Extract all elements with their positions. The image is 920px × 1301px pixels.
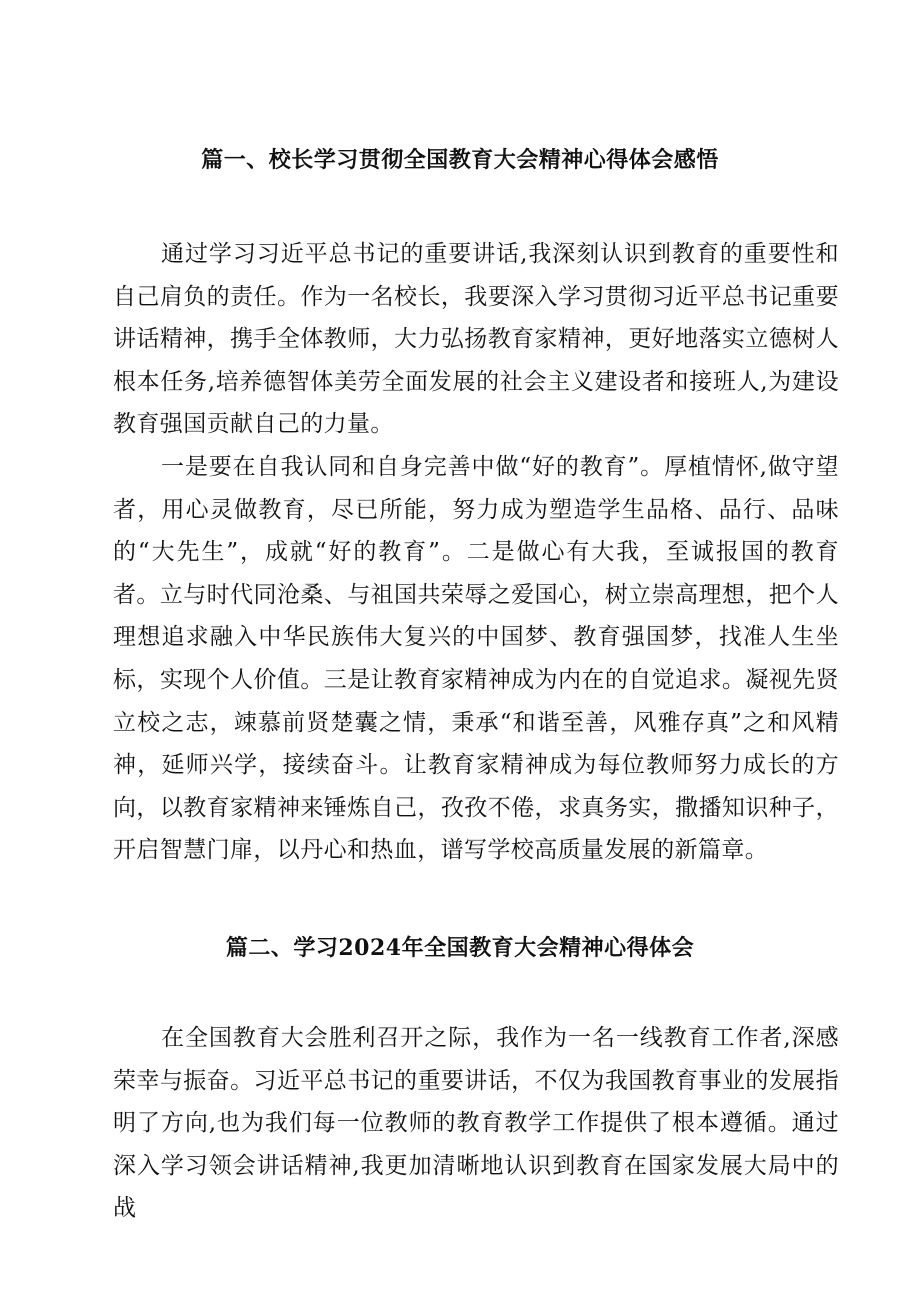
section-2-paragraph-1: 在全国教育大会胜利召开之际，我作为一名一线教育工作者,深感荣幸与振奋。习近平总书记的重要讲话，不仅为我国教育事业的发展指明了方向,也为我们每一位教师的教育教学工作提供了根本遵循。通过深入学习领会讲话精神,我更加清晰地认识到教育在国家发展大局中的战 (113, 1025, 839, 1222)
section-1-title: 篇一、校长学习贯彻全国教育大会精神心得体会感悟 (201, 147, 719, 173)
section-1-paragraph-2: 一是要在自我认同和自身完善中做“好的教育”。厚植情怀,做守望者，用心灵做教育，尽已所能，努力成为塑造学生品格、品行、品味的“大先生”，成就“好的教育”。二是做心有大我，至诚报国的教育者。立与时代同沧桑、与祖国共荣辱之爱国心，树立崇高理想，把个人理想追求融入中华民族伟大复兴的中国梦、教育强国梦，找准人生坐标，实现个人价值。三是让教育家精神成为内在的自觉追求。凝视先贤立校之志，竦慕前贤楚囊之情，秉承“和谐至善，风雅存真”之和风精神，延师兴学，接续奋斗。让教育家精神成为每位教师努力成长的方向，以教育家精神来锤炼自己，孜孜不倦，求真务实，撒播知识种子，开启智慧门扉，以丹心和热血，谱写学校高质量发展的新篇章。 (113, 454, 839, 864)
section-2-title: 篇二、学习2024年全国教育大会精神心得体会 (225, 935, 695, 961)
section-1-paragraph-1: 通过学习习近平总书记的重要讲话,我深刻认识到教育的重要性和自己肩负的责任。作为一名校长，我要深入学习贯彻习近平总书记重要讲话精神，携手全体教师，大力弘扬教育家精神，更好地落实立德树人根本任务,培养德智体美劳全面发展的社会主义建设者和接班人,为建设教育强国贡献自己的力量。 (113, 241, 839, 438)
